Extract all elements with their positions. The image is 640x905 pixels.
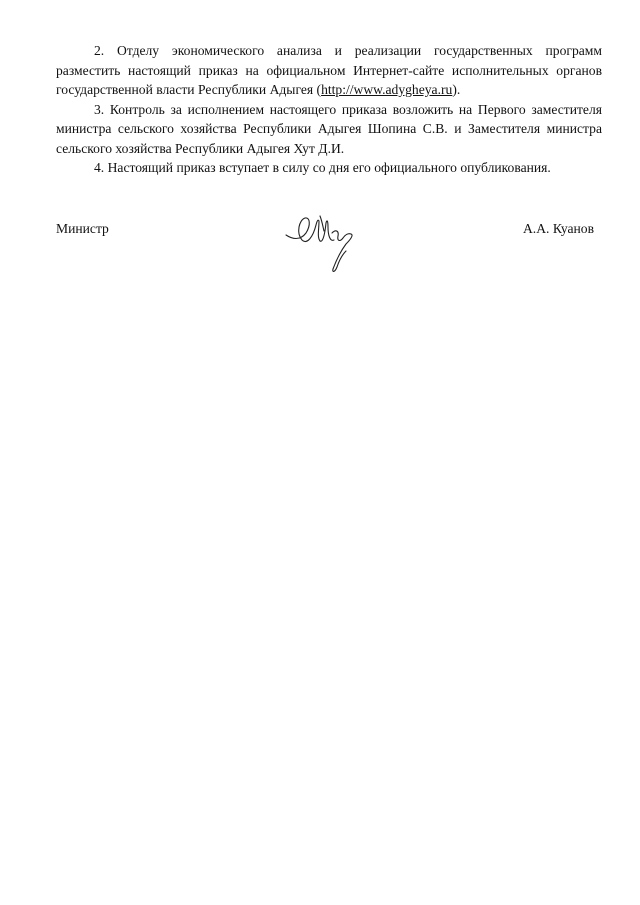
- signature-block: [56, 219, 602, 279]
- paragraph-4: 4. Настоящий приказ вступает в силу со дня его официального опубликования.: [94, 160, 551, 175]
- signatory-name: А.А. Куанов: [522, 221, 594, 236]
- paragraph-2-end: ).: [452, 82, 461, 97]
- paragraph-2-text: 2. Отделу экономического анализа и реализации государственных программ разместить настоящий приказ на официальном Интернет-сайте исполнительных органов государственной власти Республики Адыгея (: [56, 43, 602, 97]
- paragraph-2: [56, 41, 602, 100]
- signatory-title: Министр: [56, 221, 109, 236]
- handwritten-signature: [280, 209, 370, 275]
- paragraph-3: 3. Контроль за исполнением настоящего приказа возложить на Первого заместителя министра сельского хозяйства Республики Адыгея Шопина С.В. и Заместителя министра сельского хозяйства Республики Адыгея Хут Д.И.: [56, 101, 602, 156]
- document-body: [56, 41, 602, 178]
- website-link[interactable]: http://www.adygheya.ru: [321, 82, 453, 97]
